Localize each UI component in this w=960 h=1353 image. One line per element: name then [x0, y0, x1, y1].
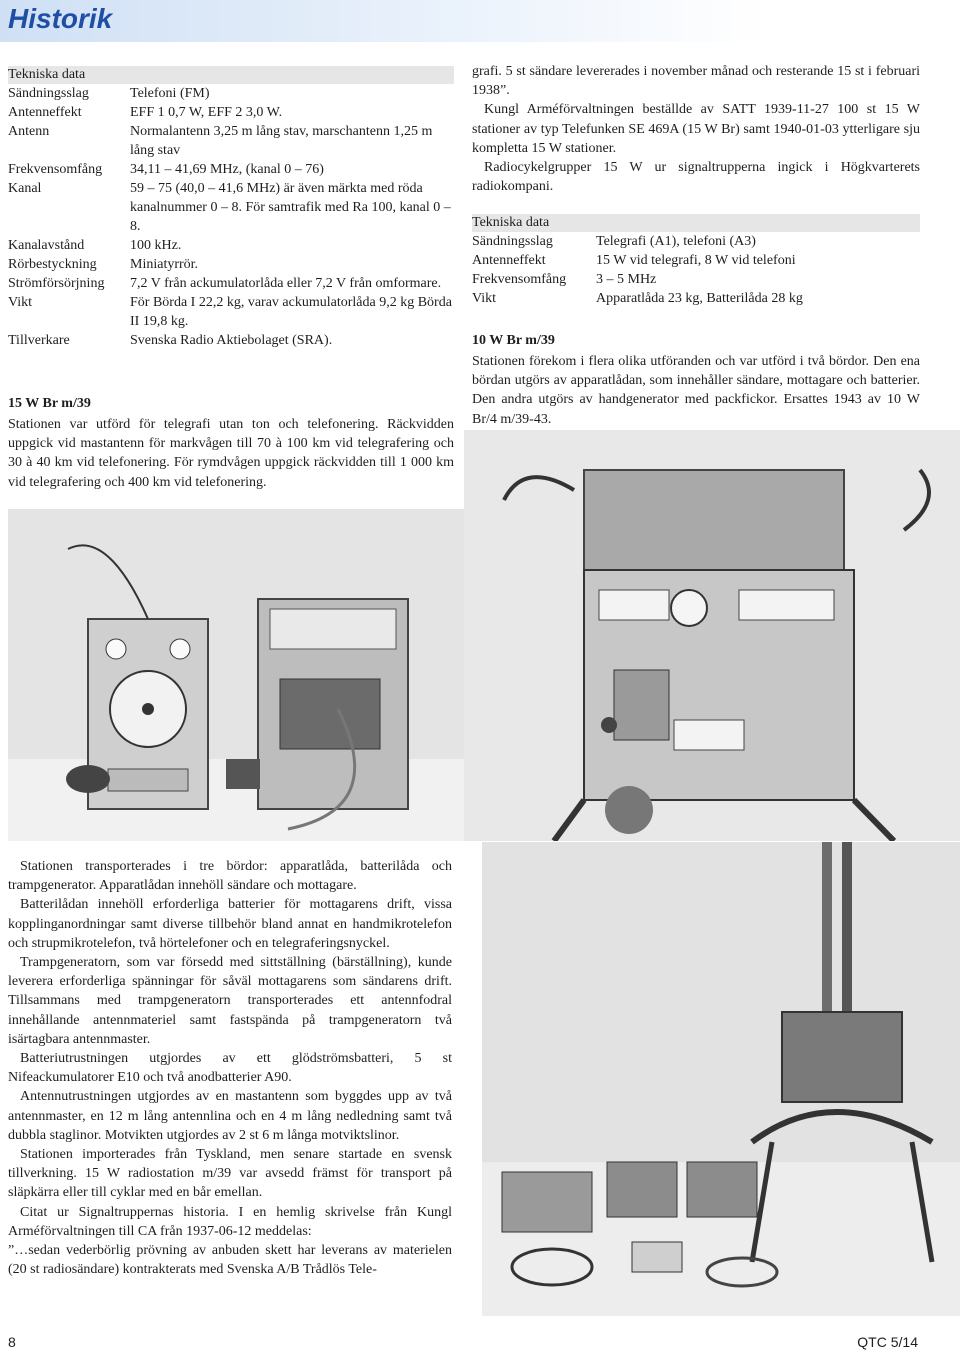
spec-row [472, 270, 920, 289]
photo-trampgenerator [482, 842, 960, 1316]
spec-row [8, 122, 454, 160]
spec-row [8, 255, 454, 274]
spec-label: Kanal [8, 181, 42, 196]
section-title: 15 W Br m/39 [8, 396, 91, 411]
spec-label: Antenneffekt [8, 105, 82, 120]
spec-table-heading: Tekniska data [472, 214, 920, 232]
section-15w [8, 394, 454, 492]
spec-label: Tillverkare [8, 333, 70, 348]
section-text: Stationen förekom i flera olika utföranden och var utförd i två bördor. Den ena bördan utgörs av apparatlådan, som innehåller sändare, mottagare och batterier. Den andra utgörs av handgenerator med packfickor. Ersattes 1943 av 10 W Br/4 m/39-43. [472, 354, 920, 427]
spec-value: Telegrafi (A1), telefoni (A3) [596, 234, 756, 249]
spec-row [8, 179, 454, 236]
spec-table-1 [8, 66, 454, 350]
paragraph: Citat ur Signaltruppernas historia. I en hemlig skrivelse från Kungl Arméförvaltningen till CA från 1937-06-12 meddelas: [8, 1204, 452, 1239]
spec-value: Telefoni (FM) [130, 86, 210, 101]
spec-value: 59 – 75 (40,0 – 41,6 MHz) är även märkta med röda kanalnummer 0 – 8. För samtrafik med Ra 100, kanal 0 – 8. [130, 181, 451, 234]
spec-value: 7,2 V från ackumulatorlåda eller 7,2 V från omformare. [130, 276, 442, 291]
paragraph: Stationen importerades från Tyskland, men senare startade en svensk tillverkning. 15 W radiostation m/39 var avsedd främst för transport på släpkärra eller till cyklar med en bår emellan. [8, 1147, 452, 1201]
spec-table-2 [472, 214, 920, 308]
right-column [472, 62, 920, 196]
spec-value: EFF 1 0,7 W, EFF 2 3,0 W. [130, 105, 283, 120]
spec-value: För Börda I 22,2 kg, varav ackumulatorlåda 9,2 kg Börda II 19,8 kg. [130, 295, 452, 329]
spec-value: 3 – 5 MHz [596, 272, 657, 287]
spec-row [8, 293, 454, 331]
spec-row [472, 232, 920, 251]
right-paragraph-2: Kungl Arméförvaltningen beställde av SATT 1939-11-27 100 st 15 W stationer av typ Telefunken SE 469A (15 W Br) samt 1940-01-03 ytterligare sju kompletta 15 W stationer. [472, 102, 920, 156]
paragraph: Batterilådan innehöll erforderliga batterier för mottagarens drift, vissa kopplinganordningar samt diverse tillbehör bland annat en handmikrotelefon och strupmikrotelefon, två hörtelefoner och en telegraferingsnyckel. [8, 897, 452, 951]
paragraph: Stationen transporterades i tre bördor: apparatlåda, batterilåda och trampgenerator. Apparatlådan innehöll sändare och mottagare. [8, 859, 452, 894]
spec-value: 100 kHz. [130, 238, 182, 253]
spec-row [8, 160, 454, 179]
spec-row [8, 103, 454, 122]
spec-row [472, 289, 920, 308]
issue-label: QTC 5/14 [857, 1334, 918, 1350]
header-bar [0, 0, 960, 42]
spec-label: Sändningsslag [472, 234, 553, 249]
quote-paragraph: ”…sedan vederbörlig prövning av anbuden skett har leverans av materielen (20 st radiosändare) kontrakterats med Svenska A/B Trådlös Tele- [8, 1243, 452, 1278]
spec-label: Frekvensomfång [472, 272, 567, 287]
spec-row [8, 236, 454, 255]
spec-label: Kanalavstånd [8, 238, 85, 253]
spec-value: 15 W vid telegrafi, 8 W vid telefoni [596, 253, 796, 268]
spec-label: Antenn [8, 124, 50, 139]
spec-value: Miniatyrrör. [130, 257, 199, 272]
spec-row [8, 274, 454, 293]
spec-value: Normalantenn 3,25 m lång stav, marschantenn 1,25 m lång stav [130, 124, 433, 158]
spec-row [8, 331, 454, 350]
right-paragraph-1: grafi. 5 st sändare levererades i november månad och resterande 15 st i februari 1938”. [472, 64, 920, 99]
paragraph: Batteriutrustningen utgjordes av ett glödströmsbatteri, 5 st Nifeackumulatorer E10 och två anodbatterier A90. [8, 1051, 452, 1086]
page-number: 8 [8, 1334, 16, 1350]
spec-label: Vikt [8, 295, 33, 310]
photo-radio-station [8, 509, 464, 841]
spec-label: Frekvensomfång [8, 162, 103, 177]
spec-value: 34,11 – 41,69 MHz, (kanal 0 – 76) [130, 162, 324, 177]
section-title: 10 W Br m/39 [472, 333, 555, 348]
section-10w [472, 331, 920, 429]
spec-label: Strömförsörjning [8, 276, 105, 291]
lower-text-column [8, 857, 452, 1279]
spec-table-heading: Tekniska data [8, 66, 454, 84]
page-title: Historik [8, 3, 113, 34]
spec-value: Apparatlåda 23 kg, Batterilåda 28 kg [596, 291, 803, 306]
photo-transmitter-cabinet [464, 430, 960, 841]
spec-label: Antenneffekt [472, 253, 546, 268]
right-paragraph-3: Radiocykelgrupper 15 W ur signaltrupperna ingick i Högkvarterets radiokompani. [472, 160, 920, 195]
spec-label: Sändningsslag [8, 86, 89, 101]
spec-row [472, 251, 920, 270]
spec-value: Svenska Radio Aktiebolaget (SRA). [130, 333, 333, 348]
paragraph: Trampgeneratorn, som var försedd med sittställning (bärställning), kunde leverera erforderliga spänningar för såväl mottagarens som sändarens drift. Tillsammans med trampgeneratorn transporterades ett antennfodral innehållande antennmateriel samt fastspända på trampgeneratorn två isärtagbara antennmaster. [8, 955, 452, 1047]
paragraph: Antennutrustningen utgjordes av en mastantenn som byggdes upp av två antennmaster, en 12 m lång antennlina och en 4 m lång nedledning samt två dubbla staglinor. Motvikten utgjordes av 2 st 6 m långa motviktslinor. [8, 1089, 452, 1143]
spec-label: Rörbestyckning [8, 257, 97, 272]
spec-label: Vikt [472, 291, 497, 306]
spec-row [8, 84, 454, 103]
section-text: Stationen var utförd för telegrafi utan ton och telefonering. Räckvidden uppgick vid mastantenn för markvågen till 70 à 100 km vid telegrafering och 30 à 40 km vid telefonering. För rymdvågen uppgick räckvidden till 1 000 km vid telegrafering och 400 km vid telefonering. [8, 417, 454, 490]
